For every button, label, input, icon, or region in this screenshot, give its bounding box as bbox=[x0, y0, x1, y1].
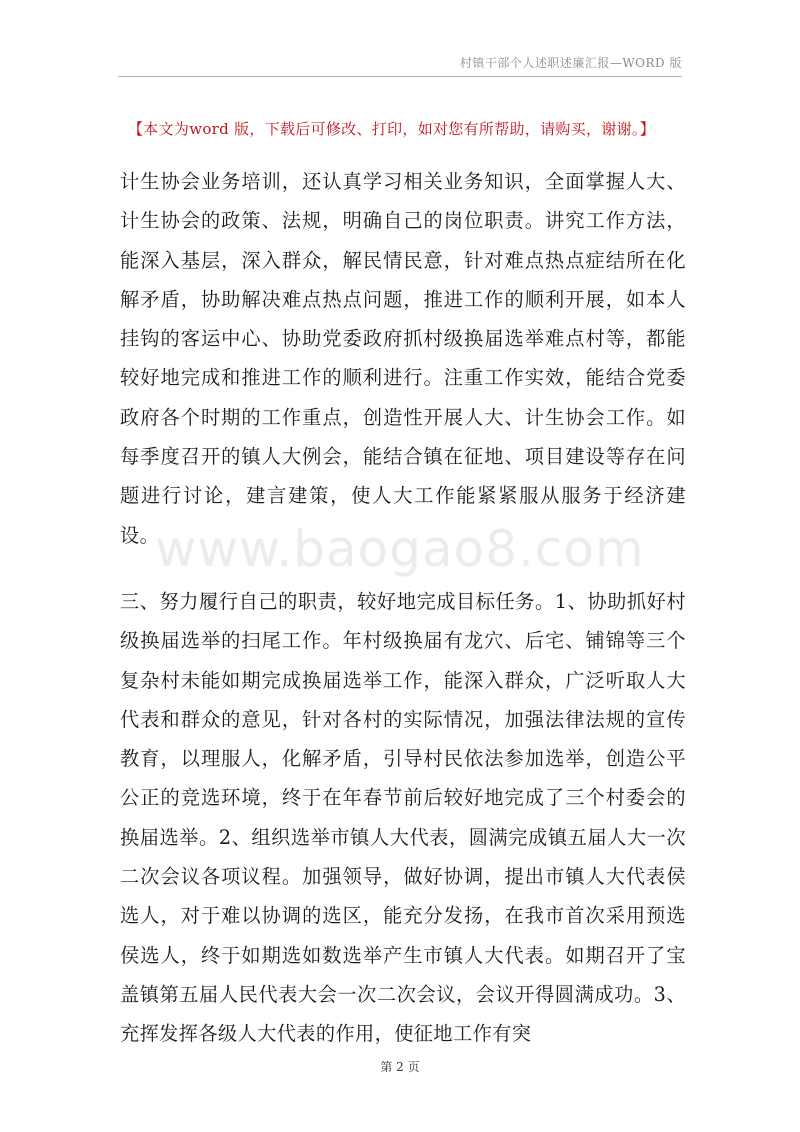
download-notice: 【本文为word 版，下载后可修改、打印，如对您有所帮助，请购买，谢谢。】 bbox=[128, 120, 656, 138]
site-watermark: www.baogao8.com bbox=[155, 520, 645, 578]
header-divider bbox=[118, 76, 682, 77]
body-paragraph: 计生协会业务培训，还认真学习相关业务知识，全面掌握人大、计生协会的政策、法规，明确自己的岗位职责。讲究工作方法，能深入基层，深入群众，解民情民意，针对难点热点症结所在化解矛盾，协助解决难点热点问题，推进工作的顺利开展，如本人挂钩的客运中心、协助党委政府抓村级换届选举难点村等，都能较好地完成和推进工作的顺利进行。注重工作实效，能结合党委政府各个时期的工作重点，创造性开展人大、计生协会工作。如每季度召开的镇人大例会，能结合镇在征地、项目建设等存在问题进行讨论，建言建策，使人大工作能紧紧服从服务于经济建设。 bbox=[120, 170, 686, 547]
body-paragraph: 三、努力履行自己的职责，较好地完成目标任务。1、协助抓好村级换届选举的扫尾工作。年村级换届有龙穴、后宅、铺锦等三个复杂村未能如期完成换届选举工作，能深入群众，广泛听取人大代表和群众的意见，针对各村的实际情况，加强法律法规的宣传教育，以理服人，化解矛盾，引导村民依法参加选举，创造公平公正的竞选环境，终于在年春节前后较好地完成了三个村委会的换届选举。2、组织选举市镇人大代表，圆满完成镇五届人大一次二次会议各项议程。加强领导，做好协调，提出市镇人大代表侯选人，对于难以协调的选区，能充分发扬，在我市首次采用预选侯选人，终于如期选如数选举产生市镇人大代表。如期召开了宝盖镇第五届人民代表大会一次二次会议，会议开得圆满成功。3、充挥发挥各级人大代表的作用，使征地工作有突 bbox=[120, 590, 686, 1046]
page-number: 第 2 页 bbox=[380, 1060, 420, 1074]
document-header-title: 村镇干部个人述职述廉汇报—WORD 版 bbox=[459, 56, 682, 70]
